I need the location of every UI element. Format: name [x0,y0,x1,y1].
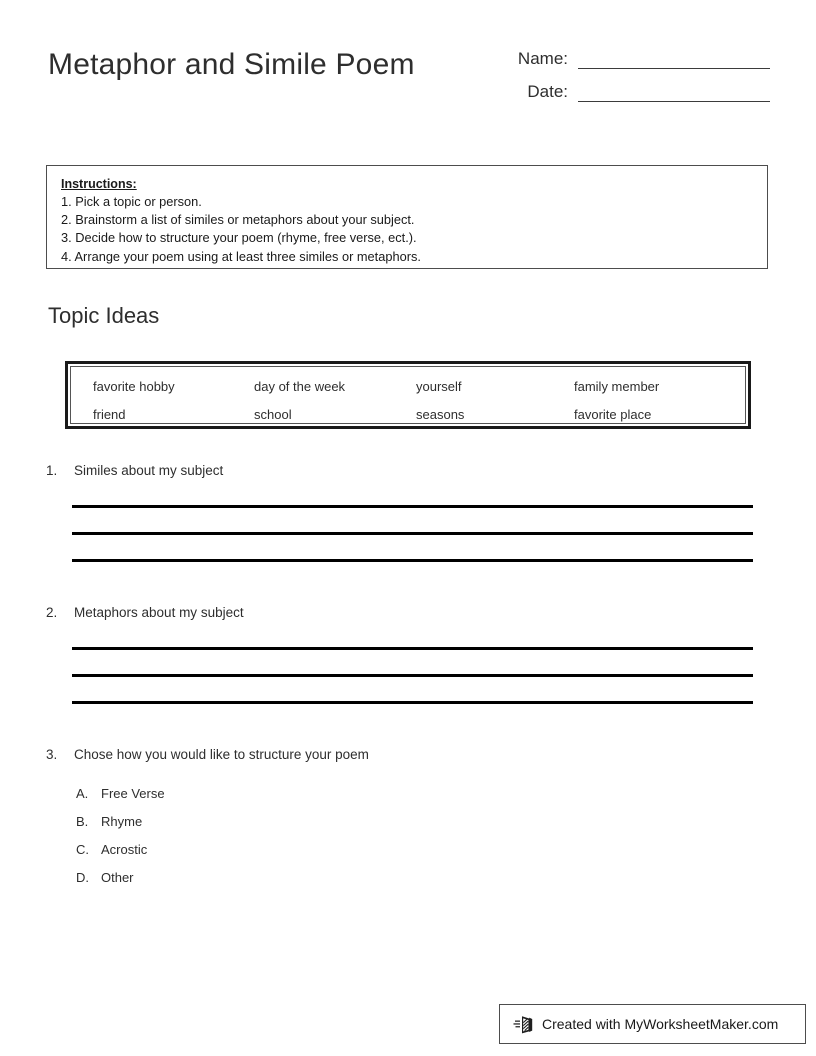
instructions-box [46,165,768,269]
topic-ideas-box [65,361,751,429]
topic-cell: friend [93,407,126,422]
option-b-label: Rhyme [101,814,143,829]
answer-line[interactable] [72,701,753,704]
question-2-row [46,604,766,622]
topic-cell: yourself [416,379,462,394]
question-1-row [46,462,766,480]
footer-attribution-text: Created with MyWorksheetMaker.com [542,1016,779,1032]
question-3-row [46,746,766,764]
name-input-line[interactable] [578,48,770,69]
instructions-heading: Instructions: [61,177,137,191]
option-c-letter: C. [76,842,89,857]
option-a-letter: A. [76,786,89,801]
topic-cell: favorite hobby [93,379,175,394]
option-d-letter: D. [76,870,89,885]
topic-cell: favorite place [574,407,652,422]
topic-ideas-heading: Topic Ideas [48,303,160,328]
option-d[interactable] [76,869,165,897]
date-field-label: Date: [527,82,568,101]
option-b-letter: B. [76,814,89,829]
option-c-label: Acrostic [101,842,148,857]
topic-ideas-box-inner [70,366,746,424]
question-3 [46,746,766,764]
page-title: Metaphor and Simile Poem [48,48,415,81]
question-1-number: 1. [46,463,58,478]
question-2 [46,604,766,622]
instruction-item: 1. Pick a topic or person. [61,194,202,209]
worksheet-maker-logo-icon [513,1013,535,1035]
name-field-row [470,48,770,69]
option-a[interactable] [76,785,165,813]
topic-cell: school [254,407,292,422]
worksheet-header [0,0,816,140]
option-a-label: Free Verse [101,786,165,801]
question-2-text: Metaphors about my subject [74,605,244,620]
answer-line[interactable] [72,532,753,535]
date-field-row [470,81,770,102]
topic-cell: day of the week [254,379,346,394]
answer-line[interactable] [72,674,753,677]
question-2-answer-lines [72,647,753,704]
topic-ideas-grid [71,367,745,423]
answer-line[interactable] [72,505,753,508]
option-c[interactable] [76,841,165,869]
date-input-line[interactable] [578,81,770,102]
instructions-content [47,166,767,266]
answer-line[interactable] [72,647,753,650]
question-1 [46,462,766,480]
answer-line[interactable] [72,559,753,562]
question-1-answer-lines [72,505,753,562]
instruction-item: 3. Decide how to structure your poem (rhyme, free verse, ect.). [61,230,417,246]
footer-attribution-badge[interactable] [499,1004,806,1044]
option-b[interactable] [76,813,165,841]
instruction-item: 2. Brainstorm a list of similes or metaphors about your subject. [61,212,415,228]
question-1-text: Similes about my subject [74,463,224,478]
instruction-item: 4. Arrange your poem using at least three similes or metaphors. [61,248,421,264]
name-field-label: Name: [517,49,568,68]
topic-cell: seasons [416,407,465,422]
question-3-number: 3. [46,747,58,762]
option-d-label: Other [101,870,134,885]
question-2-number: 2. [46,605,58,620]
topic-cell: family member [574,379,660,394]
structure-options-list [76,785,165,897]
question-3-text: Chose how you would like to structure your poem [74,747,369,762]
